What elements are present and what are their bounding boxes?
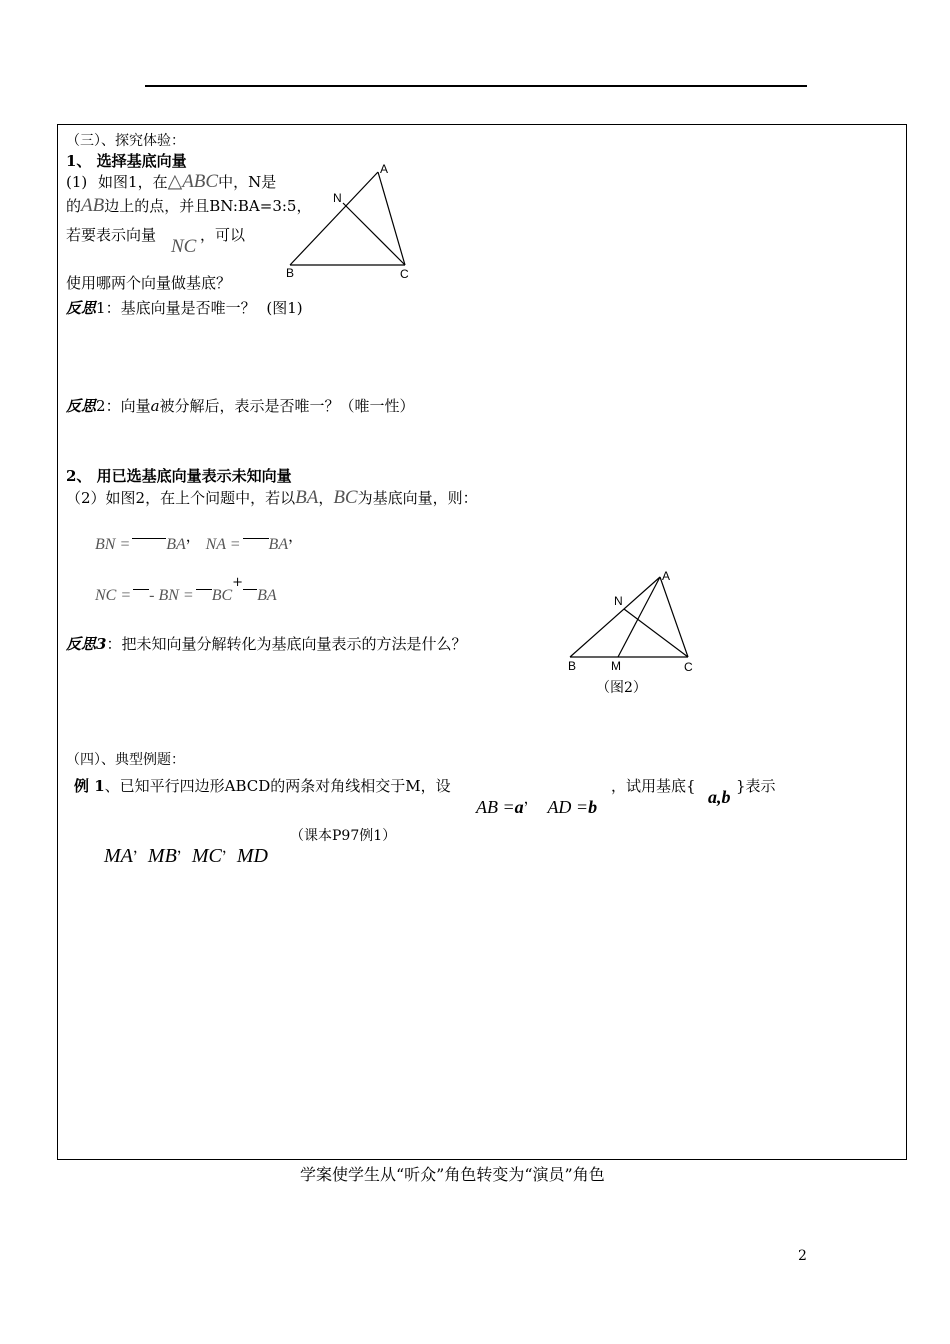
- item1-question-line2: [66, 195, 311, 217]
- figure-2-triangle: [560, 565, 705, 675]
- reflection-number: 1: [96, 299, 106, 317]
- reflection-3: [66, 633, 466, 654]
- footer-caption: 学案使学生从“听众”角色转变为“演员”角色: [300, 1165, 605, 1184]
- section4-heading: （四）、典型例题：: [66, 752, 185, 768]
- example-label: 例 1: [74, 777, 105, 795]
- reflection-text: ：向量: [105, 397, 151, 415]
- vector-a: a: [514, 797, 524, 817]
- answer-blank[interactable]: [243, 538, 269, 539]
- answer-blank[interactable]: [196, 589, 212, 590]
- figure-reference: (图1): [266, 299, 303, 317]
- question-text: 若要表示向量: [66, 226, 157, 244]
- equation-na: NA =: [205, 536, 241, 553]
- label-b: B: [286, 266, 295, 280]
- question-text: 中，N是: [218, 173, 277, 191]
- label-n: N: [614, 594, 623, 608]
- example-1-vectors: [104, 836, 268, 868]
- separator: ，: [185, 527, 201, 545]
- label-n: N: [333, 191, 342, 205]
- question-text: 如图1，在: [98, 173, 168, 191]
- segment-ba: [290, 172, 378, 265]
- equation-2: [95, 575, 277, 605]
- separator: ，: [221, 838, 237, 856]
- reflection-label: 反思: [66, 299, 97, 317]
- vector-bc: BC: [333, 487, 358, 508]
- equation-1: [95, 525, 303, 554]
- separator: ，: [176, 838, 192, 856]
- item2-question: [66, 487, 478, 509]
- separator: ，: [132, 838, 148, 856]
- figure-1-triangle: [280, 160, 420, 285]
- label-a: A: [380, 162, 389, 176]
- question-text: 边上的点，并且BN:BA=3:5，: [104, 197, 312, 215]
- item1-question-line3: [66, 224, 156, 245]
- label-m: M: [611, 659, 621, 673]
- reflection-text: ：把未知向量分解转化为基底向量表示的方法是什么？: [106, 635, 467, 653]
- separator: ，: [318, 489, 334, 507]
- example-text: ，试用基底{: [611, 777, 696, 795]
- separator: ，: [288, 527, 304, 545]
- equation-bc: BC: [211, 587, 233, 604]
- question-text: 为基底向量，则：: [357, 489, 478, 507]
- figure-2-caption: （图2）: [596, 680, 647, 696]
- vector-ma: MA: [104, 845, 133, 867]
- equation-ba: BA: [268, 536, 289, 553]
- question-text: （2）如图2，在上个问题中，若以: [66, 489, 296, 507]
- equation-ba: BA: [257, 587, 277, 604]
- triangle-symbol: △: [167, 170, 183, 192]
- reflection-label: 反思3: [66, 635, 107, 653]
- item1-question-line4: 使用哪两个向量做基底？: [66, 274, 232, 292]
- label-c: C: [684, 660, 693, 674]
- reflection-1: [66, 297, 303, 318]
- label-b: B: [568, 659, 577, 673]
- example-1-basis-end: }表示: [736, 777, 776, 795]
- equation-minus-bn: - BN =: [149, 587, 194, 604]
- answer-blank[interactable]: [132, 538, 166, 539]
- vector-b: b: [588, 797, 598, 817]
- basis-ab: a,b: [708, 787, 731, 807]
- vector-mb: MB: [147, 845, 177, 867]
- equation-nc: NC =: [95, 587, 132, 604]
- header-rule: [145, 85, 807, 87]
- textbook-reference: （课本P97例1）: [290, 828, 397, 844]
- segment-ba: [570, 577, 660, 657]
- answer-blank[interactable]: [133, 589, 149, 590]
- section3-heading: （三）、探究体验：: [66, 133, 185, 149]
- vector-nc: NC: [171, 236, 197, 257]
- item1-title: 1、 选择基底向量: [66, 152, 187, 170]
- answer-blank[interactable]: [243, 589, 257, 590]
- triangle-abc: ABC: [182, 171, 219, 192]
- example-1-basis: [611, 775, 696, 796]
- vector-ba: BA: [295, 487, 319, 508]
- vector-a: a: [150, 397, 160, 415]
- question-text: 的: [66, 197, 82, 215]
- vector-ab: AB: [81, 195, 105, 216]
- vector-md: MD: [236, 845, 268, 867]
- reflection-text: ：基底向量是否唯一？: [105, 299, 256, 317]
- example-text: 、已知平行四边形ABCD的两条对角线相交于M，设: [104, 777, 451, 795]
- page-number: 2: [798, 1248, 807, 1264]
- plus-sign: +: [232, 575, 244, 590]
- label-c: C: [400, 267, 409, 281]
- item2-title: 2、 用已选基底向量表示未知向量: [66, 467, 292, 485]
- reflection-label: 反思: [66, 397, 97, 415]
- equation-ab: AB =: [476, 797, 515, 817]
- equation-ba: BA: [166, 536, 186, 553]
- label-a: A: [662, 569, 671, 583]
- equation-ad: AD =: [547, 797, 589, 817]
- item1-question-line1: [66, 170, 276, 193]
- example-1-line1: [74, 775, 451, 796]
- segment-ac: [660, 577, 688, 657]
- segment-nc: [624, 609, 688, 657]
- separator: ，: [523, 789, 539, 807]
- example-1-equations: [476, 787, 597, 818]
- reflection-number: 2: [96, 397, 106, 415]
- reflection-text: 被分解后，表示是否唯一？（唯一性）: [159, 397, 415, 415]
- question-number: (1): [66, 173, 88, 191]
- reflection-2: [66, 395, 415, 416]
- question-text: ，可以: [200, 226, 246, 244]
- equation-bn: BN =: [95, 536, 131, 553]
- segment-am: [618, 577, 660, 657]
- vector-mc: MC: [191, 845, 222, 867]
